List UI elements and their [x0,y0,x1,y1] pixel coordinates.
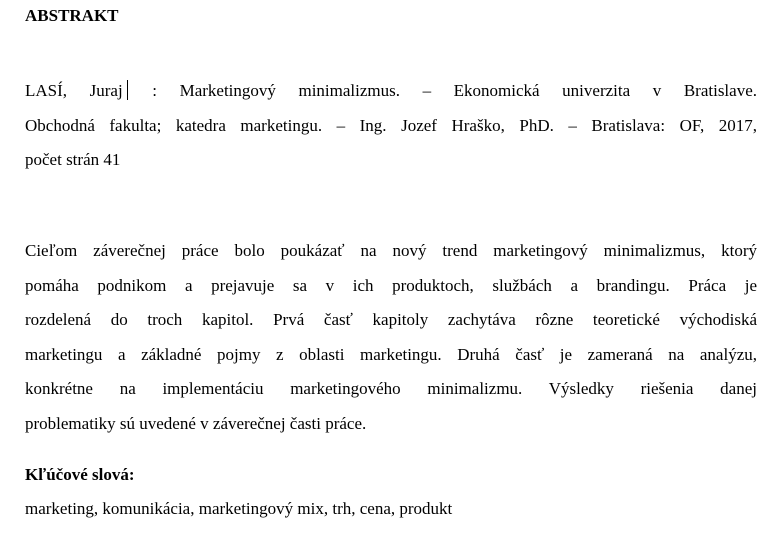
abstract-heading: ABSTRAKT [25,6,119,25]
abstract-line: marketingu a základné pojmy z oblasti marketingu. Druhá časť je zameraná na analýzu, [25,344,757,364]
abstract-line: problematiky sú uvedené v záverečnej časti práce. [25,413,367,433]
bibliography-line-3: počet strán 41 [25,150,121,169]
abstract-line: rozdelená do troch kapitol. Prvá časť kapitoly zachytáva rôzne teoretické východiská [25,310,757,329]
bibliography-line-2: Obchodná fakulta; katedra marketingu. – Ing. Jozef Hraško, PhD. – Bratislava: OF, 2017, [25,115,757,135]
bibliographic-entry [25,74,757,178]
bibliography-title: : Marketingový minimalizmus. – Ekonomická univerzita v Bratislave. [152,81,758,100]
abstract-line: Cieľom záverečnej práce bolo poukázať na nový trend marketingový minimalizmus, ktorý [25,241,757,260]
keywords-list: marketing, komunikácia, marketingový mix, trh, cena, produkt [25,499,453,518]
abstract-line: konkrétne na implementáciu marketingového minimalizmu. Výsledky riešenia danej [25,379,757,398]
bibliography-line-1 [25,74,757,109]
abstract-body [25,234,757,441]
text-cursor [127,80,128,100]
abstract-line: pomáha podnikom a prejavuje sa v ich produktoch, službách a brandingu. Práca je [25,275,757,295]
keywords-heading: Kľúčové slová: [25,465,135,484]
author-name: LASÍ, Juraj [25,81,123,100]
